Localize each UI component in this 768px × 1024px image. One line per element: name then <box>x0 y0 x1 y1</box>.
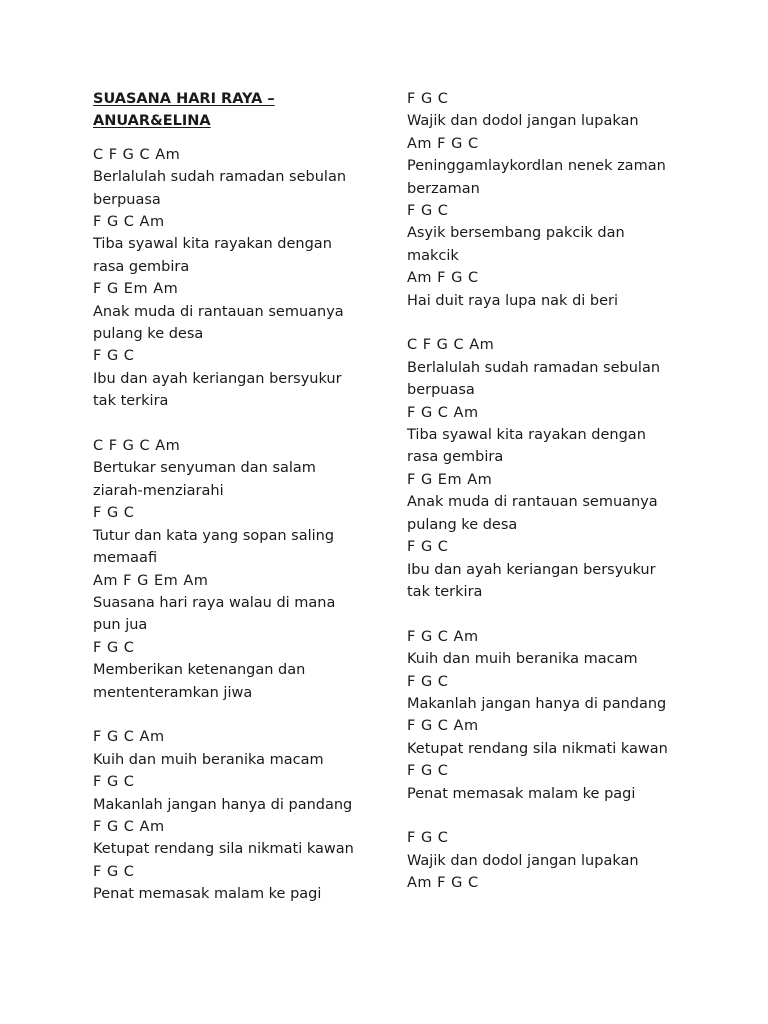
lyric-line: tak terkira <box>407 583 483 600</box>
stanza <box>407 334 707 603</box>
lyric-line: pulang ke desa <box>93 326 204 343</box>
lyric-line: Tutur dan kata yang sopan saling <box>93 527 335 544</box>
lyric-line: Asyik bersembang pakcik dan <box>407 225 625 242</box>
chord-line: F G C <box>93 774 135 791</box>
chord-line: F G C Am <box>407 718 479 735</box>
stanza <box>407 827 707 894</box>
chord-line: Am F G C <box>407 270 479 287</box>
chord-line: F G C <box>407 830 449 847</box>
lyric-line: Tiba syawal kita rayakan dengan <box>407 427 646 444</box>
chord-line: C F G C Am <box>93 438 181 455</box>
chord-line: F G C <box>93 863 135 880</box>
lyric-line: Tiba syawal kita rayakan dengan <box>93 236 332 253</box>
chord-line: Am F G C <box>407 875 479 892</box>
lyric-line: Ketupat rendang sila nikmati kawan <box>407 740 668 757</box>
lyric-line: Kuih dan muih beranika macam <box>407 651 638 668</box>
lyric-line: Ibu dan ayah keriangan bersyukur <box>407 561 656 578</box>
song-artist-line: ANUAR&ELINA <box>93 113 211 130</box>
chord-line: F G C <box>407 91 449 107</box>
lyric-line: Makanlah jangan hanya di pandang <box>407 695 667 712</box>
chord-line: F G C <box>407 203 449 220</box>
lyric-line: Bertukar senyuman dan salam <box>93 460 316 477</box>
chord-line: F G C <box>407 539 449 556</box>
lyric-line: Memberikan ketenangan dan <box>93 662 306 679</box>
lyric-line: Wajik dan dodol jangan lupakan <box>407 852 639 869</box>
lyric-line: pun jua <box>93 617 148 634</box>
chord-line: F G C Am <box>93 729 165 746</box>
lyric-line: tak terkira <box>93 393 169 410</box>
chord-line: Am F G C <box>407 135 479 152</box>
lyric-line: rasa gembira <box>407 449 504 466</box>
lyric-line: Wajik dan dodol jangan lupakan <box>407 113 639 130</box>
lyric-line: Kuih dan muih beranika macam <box>93 751 324 768</box>
chord-line: F G C <box>407 763 449 780</box>
lyric-line: mententeramkan jiwa <box>93 684 253 701</box>
lyric-line: Berlalulah sudah ramadan sebulan <box>407 359 661 376</box>
stanza <box>93 726 378 905</box>
lyric-line: Anak muda di rantauan semuanya <box>407 494 658 511</box>
chord-line: F G Em Am <box>93 281 179 298</box>
chord-line: F G Em Am <box>407 471 493 488</box>
stanza <box>93 144 378 413</box>
lyric-line: ziarah-menziarahi <box>93 482 224 499</box>
chord-line: F G C <box>93 639 135 656</box>
lyric-line: berpuasa <box>407 382 475 399</box>
lyric-line: Hai duit raya lupa nak di beri <box>407 292 619 309</box>
lyric-line: Penat memasak malam ke pagi <box>93 886 322 903</box>
chord-line: F G C Am <box>93 818 165 835</box>
lyric-line: Makanlah jangan hanya di pandang <box>93 796 353 813</box>
lyric-line: memaafi <box>93 550 158 567</box>
chord-line: F G C Am <box>407 404 479 421</box>
lyric-line: pulang ke desa <box>407 516 518 533</box>
song-title-line: SUASANA HARI RAYA – <box>93 91 275 107</box>
chord-line: F G C <box>93 505 135 522</box>
chord-line: F G C Am <box>93 214 165 231</box>
left-stanzas <box>93 144 378 906</box>
lyric-line: Peninggamlaykordlan nenek zaman <box>407 158 666 175</box>
lyric-line: makcik <box>407 247 459 264</box>
chord-line: F G C <box>407 673 449 690</box>
chord-line: C F G C Am <box>93 146 181 163</box>
chord-line: C F G C Am <box>407 337 495 354</box>
lyric-line: Berlalulah sudah ramadan sebulan <box>93 169 347 186</box>
chord-line: F G C Am <box>407 628 479 645</box>
lyric-line: berpuasa <box>93 191 161 208</box>
lyric-line: Anak muda di rantauan semuanya <box>93 303 344 320</box>
lyric-line: Ibu dan ayah keriangan bersyukur <box>93 370 342 387</box>
song-title <box>93 88 378 133</box>
lyric-line: Suasana hari raya walau di mana <box>93 594 336 611</box>
stanza <box>93 435 378 704</box>
lyric-line: rasa gembira <box>93 258 190 275</box>
stanza <box>407 88 707 312</box>
stanza <box>407 626 707 805</box>
left-column <box>93 88 378 906</box>
lyric-line: Ketupat rendang sila nikmati kawan <box>93 841 354 858</box>
right-column <box>407 88 707 895</box>
chord-line: F G C <box>93 348 135 365</box>
lyric-line: berzaman <box>407 180 480 197</box>
right-stanzas <box>407 88 707 895</box>
chord-line: Am F G Em Am <box>93 572 209 589</box>
lyric-line: Penat memasak malam ke pagi <box>407 785 636 802</box>
